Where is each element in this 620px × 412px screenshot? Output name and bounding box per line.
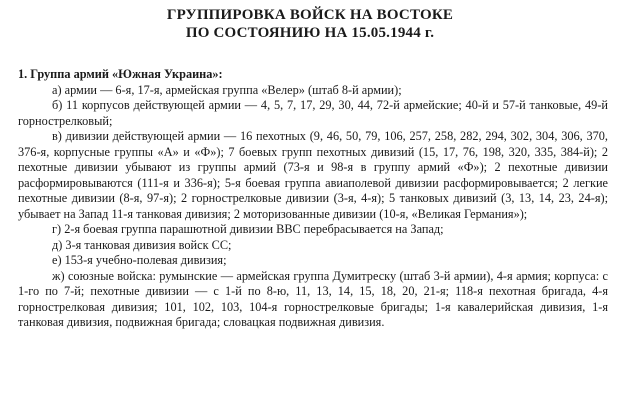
document-title-line-1: ГРУППИРОВКА ВОЙСК НА ВОСТОКЕ: [166, 7, 454, 23]
list-item-e: е) 153-я учебно-полевая дивизия;: [52, 253, 227, 267]
list-item-v: в) дивизии действующей армии — 16 пехотных (9, 46, 50, 79, 106, 257, 258, 282, 294, 302, 304, 306, 370, 376-я, корпусные группы «А» и «Ф»); 7 боевых групп пехотных дивизий (15, 17, 76, 198, 320, 335, 384-й); 2 пехотные дивизии убывают из группы армий (73-я и 98-я в группу армий «Ф»); 2 пехотные дивизии расформировываются (111-я и 336-я); 5-я боевая группа авиаполевой дивизии расформировывается; 2 легкие пехотные дивизии (8-я, 97-я); 2 горнострелковые дивизии (3-я, 4-я); 5 танковых дивизий (3, 13, 14, 23, 24-я); убывает на Запад 11-я танковая дивизия; 2 моторизованные дивизии (10-я, «Великая Германия»);: [18, 129, 608, 221]
document-body: [18, 67, 608, 331]
list-item-b: б) 11 корпусов действующей армии — 4, 5, 7, 17, 29, 30, 44, 72-й армейские; 40-й и 57-й танковые, 49-й горнострелковый;: [18, 98, 608, 128]
list-item-d: д) 3-я танковая дивизия войск СС;: [52, 237, 232, 252]
document-title-line-2: ПО СОСТОЯНИЮ НА 15.05.1944 г.: [185, 25, 435, 41]
list-item-a: а) армии — 6-я, 17-я, армейская группа «Велер» (штаб 8-й армии);: [52, 82, 402, 97]
list-item-g: г) 2-я боевая группа парашютной дивизии ВВС перебрасывается на Запад;: [52, 222, 444, 236]
list-item-zh: ж) союзные войска: румынские — армейская группа Думитреску (штаб 3-й армии), 4-я армия; корпуса: с 1-го по 7-й; пехотные дивизии — с 1-й по 8-ю, 11, 13, 14, 15, 18, 20, 21-я; 118-я пехотная бригада, 4-я горнострелковая дивизия; 101, 102, 103, 104-я горнострелковые бригады; 1-я кавалерийская дивизия, 1-я танковая дивизия, подвижная бригада; словацкая подвижная дивизия.: [18, 268, 608, 329]
section-heading: 1. Группа армий «Южная Украина»:: [18, 67, 223, 81]
